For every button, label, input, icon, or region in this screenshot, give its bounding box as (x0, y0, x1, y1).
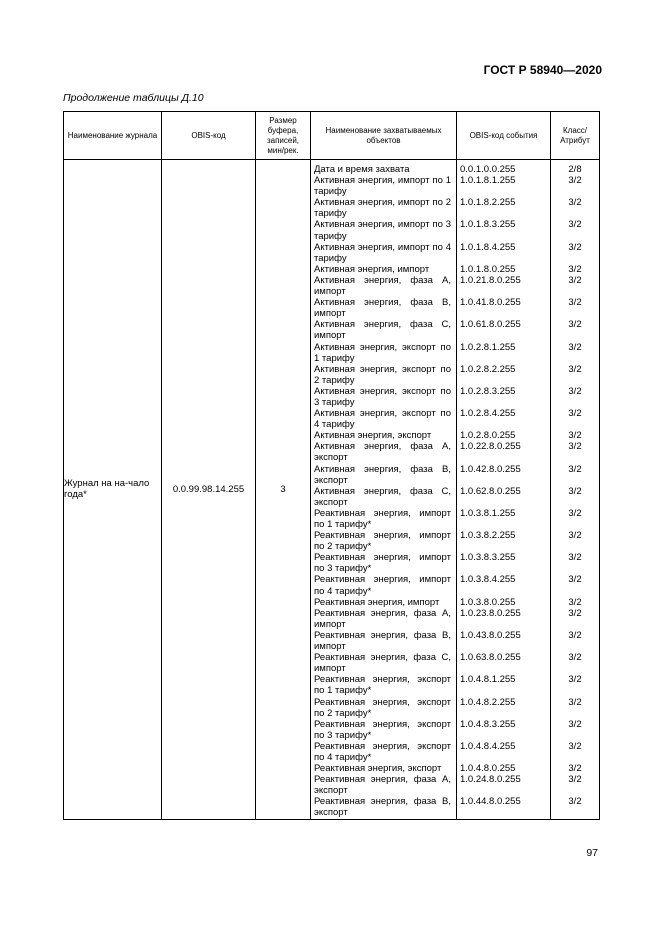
journal-name: Журнал на на-чало года* (64, 160, 162, 820)
object-class-attribute: 3/2 (568, 274, 582, 286)
object-name: Реактивная энергия, экспорт (314, 763, 442, 775)
object-class-attribute: 3/2 (568, 530, 582, 542)
object-obis-code: 1.0.2.8.4.255 (460, 408, 516, 420)
object-name: Реактивная энергия, экспорт по 3 тарифу* (314, 718, 451, 741)
object-obis-code: 1.0.3.8.1.255 (460, 507, 516, 519)
object-obis-code: 1.0.4.8.1.255 (460, 674, 516, 686)
object-class-attribute: 3/2 (568, 574, 582, 586)
column-header: Наименование захватываемых объектов (311, 112, 457, 160)
object-class-attribute: 3/2 (568, 507, 582, 519)
column-header: Класс/ Атрибут (551, 112, 600, 160)
object-class-attribute: 3/2 (568, 175, 582, 187)
object-class-attribute: 3/2 (568, 241, 582, 253)
object-name: Дата и время захвата (314, 164, 410, 175)
object-obis-code: 1.0.23.8.0.255 (460, 607, 521, 619)
captured-objects-list (311, 160, 457, 820)
object-class-attribute: 3/2 (568, 796, 582, 808)
object-class-attribute: 3/2 (568, 341, 582, 353)
object-obis-code: 1.0.41.8.0.255 (460, 297, 521, 309)
object-class-attribute: 3/2 (568, 219, 582, 231)
object-name: Реактивная энергия, импорт по 3 тарифу* (314, 552, 451, 575)
object-name: Активная энергия, фаза А, импорт (314, 274, 451, 298)
object-class-attribute: 3/2 (568, 740, 582, 752)
column-header: Размер буфера, записей, мин/рек. (256, 112, 311, 160)
object-name: Активная энергия, фаза А, экспорт (314, 441, 451, 464)
object-class-attribute: 3/2 (568, 485, 582, 497)
object-class-attribute: 3/2 (568, 441, 582, 453)
object-name: Реактивная энергия, импорт по 2 тарифу* (314, 530, 451, 553)
table-caption: Продолжение таблицы Д.10 (63, 92, 204, 104)
object-class-attribute: 3/2 (568, 197, 582, 209)
object-obis-code: 1.0.1.8.1.255 (460, 175, 516, 187)
standard-number: ГОСТ Р 58940—2020 (483, 63, 602, 77)
object-class-attribute: 3/2 (568, 607, 582, 619)
object-obis-code: 1.0.21.8.0.255 (460, 274, 521, 286)
object-class-attribute: 3/2 (568, 408, 582, 420)
object-class-attribute: 3/2 (568, 763, 582, 775)
table-row (64, 160, 600, 820)
object-obis-code: 1.0.3.8.3.255 (460, 552, 516, 564)
object-class-attribute: 3/2 (568, 674, 582, 686)
journal-obis-code: 0.0.99.98.14.255 (162, 160, 256, 820)
object-class-attribute: 3/2 (568, 363, 582, 375)
object-name: Активная энергия, импорт (314, 263, 430, 275)
object-obis-code: 1.0.2.8.3.255 (460, 385, 516, 397)
object-name: Реактивная энергия, импорт по 4 тарифу* (314, 574, 451, 597)
object-obis-code: 1.0.4.8.4.255 (460, 740, 516, 752)
object-name: Реактивная энергия, фаза В, импорт (314, 629, 451, 653)
object-name: Активная энергия, экспорт (314, 430, 432, 442)
table-header-row (64, 112, 600, 160)
object-name: Активная энергия, импорт по 3 тарифу (314, 219, 451, 242)
object-class-attribute: 3/2 (568, 430, 582, 442)
object-class-attribute: 3/2 (568, 696, 582, 708)
object-name: Реактивная энергия, экспорт по 4 тарифу* (314, 740, 451, 763)
object-name: Активная энергия, фаза С, импорт (314, 319, 451, 342)
object-obis-code: 1.0.43.8.0.255 (460, 629, 521, 641)
object-name: Активная энергия, экспорт по 3 тарифу (314, 385, 451, 408)
object-obis-code: 1.0.1.8.4.255 (460, 241, 516, 253)
object-name: Реактивная энергия, экспорт по 1 тарифу* (314, 674, 451, 697)
object-obis-code: 1.0.22.8.0.255 (460, 441, 521, 453)
object-obis-code: 1.0.62.8.0.255 (460, 485, 521, 497)
object-name: Реактивная энергия, импорт (314, 596, 440, 608)
object-name: Активная энергия, экспорт по 2 тарифу (314, 363, 451, 386)
journal-table (63, 111, 600, 820)
object-obis-code: 1.0.4.8.3.255 (460, 718, 516, 730)
object-class-attribute: 3/2 (568, 596, 582, 608)
object-name: Реактивная энергия, импорт по 1 тарифу* (314, 507, 451, 530)
buffer-size: 3 (256, 160, 311, 820)
object-class-attribute: 3/2 (568, 297, 582, 309)
column-header: Наименование журнала (64, 112, 162, 160)
object-name: Активная энергия, фаза В, экспорт (314, 463, 451, 486)
object-name: Реактивная энергия, фаза С, импорт (314, 652, 451, 675)
object-name: Активная энергия, фаза С, экспорт (314, 485, 451, 508)
object-obis-code: 1.0.2.8.2.255 (460, 363, 516, 375)
object-name: Реактивная энергия, экспорт по 2 тарифу* (314, 696, 451, 719)
object-obis-code: 1.0.2.8.1.255 (460, 341, 516, 353)
object-class-attribute: 2/8 (568, 164, 582, 175)
object-name: Активная энергия, фаза В, импорт (314, 297, 451, 320)
object-obis-code: 1.0.61.8.0.255 (460, 319, 521, 331)
object-obis-code: 1.0.1.8.3.255 (460, 219, 516, 231)
object-class-attribute: 3/2 (568, 385, 582, 397)
object-name: Активная энергия, экспорт по 1 тарифу (314, 341, 451, 364)
object-name: Активная энергия, импорт по 1 тарифу (314, 175, 451, 198)
object-obis-code: 1.0.63.8.0.255 (460, 652, 521, 664)
page-number: 97 (586, 847, 598, 859)
object-class-attribute: 3/2 (568, 774, 582, 786)
object-class-attribute: 3/2 (568, 652, 582, 664)
class-attribute-list (551, 160, 600, 820)
column-header: OBIS-код события (457, 112, 551, 160)
event-obis-codes-list (457, 160, 551, 820)
column-header: OBIS-код (162, 112, 256, 160)
object-class-attribute: 3/2 (568, 263, 582, 275)
object-obis-code: 1.0.24.8.0.255 (460, 774, 521, 786)
object-obis-code: 1.0.2.8.0.255 (460, 430, 516, 442)
object-obis-code: 1.0.3.8.0.255 (460, 596, 516, 608)
object-class-attribute: 3/2 (568, 629, 582, 641)
object-obis-code: 1.0.42.8.0.255 (460, 463, 521, 475)
object-obis-code: 1.0.3.8.4.255 (460, 574, 516, 586)
object-class-attribute: 3/2 (568, 552, 582, 564)
object-obis-code: 1.0.4.8.0.255 (460, 763, 516, 775)
object-class-attribute: 3/2 (568, 463, 582, 475)
object-obis-code: 1.0.3.8.2.255 (460, 530, 516, 542)
object-name: Активная энергия, экспорт по 4 тарифу (314, 408, 451, 431)
object-obis-code: 1.0.4.8.2.255 (460, 696, 516, 708)
object-name: Реактивная энергия, фаза А, импорт (314, 607, 451, 630)
object-name: Реактивная энергия, фаза В, экспорт (314, 796, 451, 819)
object-name: Активная энергия, импорт по 2 тарифу (314, 197, 451, 220)
object-obis-code: 1.0.44.8.0.255 (460, 796, 521, 808)
object-obis-code: 1.0.1.8.0.255 (460, 263, 516, 275)
object-name: Реактивная энергия, фаза А, экспорт (314, 774, 451, 797)
object-class-attribute: 3/2 (568, 319, 582, 331)
object-name: Активная энергия, импорт по 4 тарифу (314, 241, 451, 264)
object-obis-code: 1.0.1.8.2.255 (460, 197, 516, 209)
object-class-attribute: 3/2 (568, 718, 582, 730)
object-obis-code: 0.0.1.0.0.255 (460, 164, 516, 175)
